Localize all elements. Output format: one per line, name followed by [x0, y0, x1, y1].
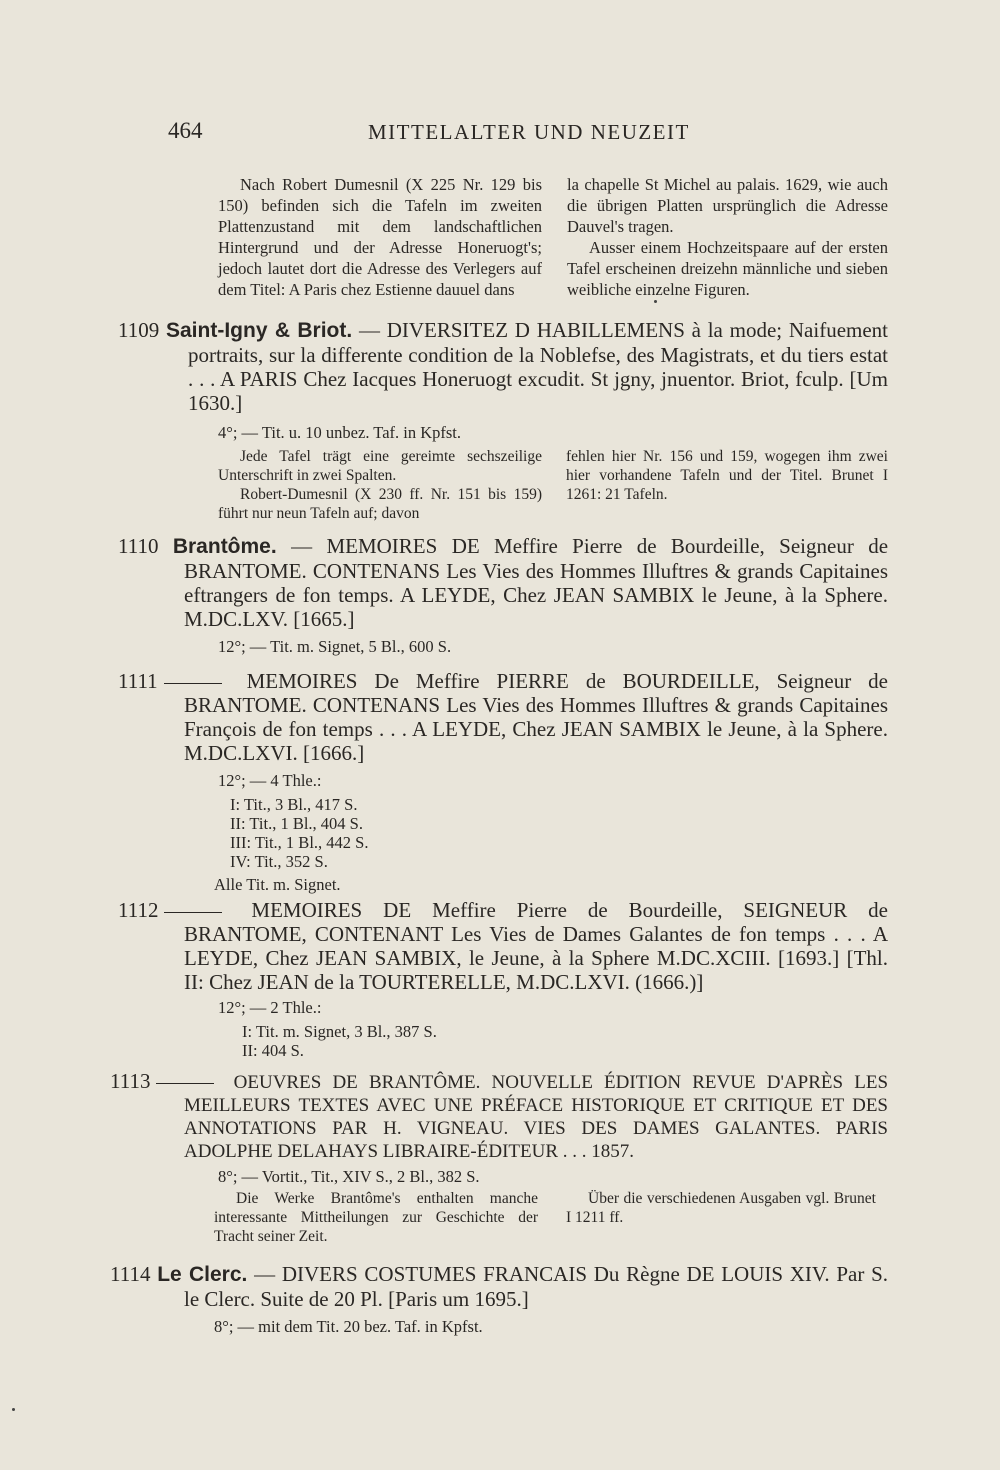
entry-number: 1113	[110, 1069, 151, 1093]
entry-footnote: Alle Tit. m. Signet.	[214, 875, 341, 894]
entry-description: 12°; — Tit. m. Signet, 5 Bl., 600 S.	[218, 637, 452, 656]
running-header: MITTELALTER UND NEUZEIT	[368, 120, 690, 144]
continuation-right-text: la chapelle St Michel au palais. 1629, wie auch die übrigen Platten ursprünglich die Adresse Dauvel's tragen.	[567, 175, 888, 236]
volume-line: IV: Tit., 352 S.	[230, 852, 328, 871]
entry-note-right: fehlen hier Nr. 156 und 159, wogegen ihm zwei hier vorhandene Tafeln und der Titel. Brunet I 1261: 21 Tafeln.	[566, 448, 888, 503]
volume-list	[230, 795, 888, 871]
entry-description: 12°; — 4 Thle.:	[218, 771, 322, 790]
entry-description: 12°; — 2 Thle.:	[218, 998, 322, 1017]
continuation-right-column	[567, 174, 888, 300]
volume-line: I: Tit., 3 Bl., 417 S.	[230, 795, 358, 814]
entry-title: OEUVRES DE BRANTÔME. NOUVELLE ÉDITION REVUE D'APRÈS LES MEILLEURS TEXTES AVEC UNE PRÉFACE HISTORIQUE ET CRITIQUE ET DES ANNOTATIONS PAR H. VIGNEAU. VIES DES DAMES GALANTES. PARIS ADOLPHE DELAHAYS LIBRAIRE-ÉDITEUR . . . 1857.	[184, 1072, 889, 1162]
volume-line: III: Tit., 1 Bl., 442 S.	[230, 833, 369, 852]
entry-title: — MEMOIRES DE Meffire Pierre de Bourdeille, Seigneur de BRANTOME. CONTENANS Les Vies des Hommes Illuftres & grands Capitaines eftrangers de fon temps. A LEYDE, Chez JEAN SAMBIX le Jeune, à la Sphere. M.DC.LXV. [1665.]	[184, 534, 889, 631]
entry-note-right: Über die verschiedenen Ausgaben vgl. Brunet I 1211 ff.	[566, 1190, 876, 1226]
continuation-left-column	[218, 174, 542, 300]
entry-1111	[118, 669, 888, 895]
entry-description: 4°; — Tit. u. 10 unbez. Taf. in Kpfst.	[218, 423, 462, 442]
paper-speck	[654, 300, 657, 303]
entry-description: 8°; — mit dem Tit. 20 bez. Taf. in Kpfst.	[214, 1317, 483, 1336]
paper-speck	[12, 1408, 15, 1411]
entry-title: MEMOIRES De Meffire PIERRE de BOURDEILLE, Seigneur de BRANTOME. CONTENANS Les Vies des Hommes Illuftres & grands Capitaines François de fon temps . . . A LEYDE, Chez JEAN SAMBIX le Jeune, à la Sphere. M.DC.LXVI. [1666.]	[184, 669, 889, 765]
volume-line: I: Tit. m. Signet, 3 Bl., 387 S.	[242, 1022, 437, 1041]
volume-list	[242, 1022, 888, 1060]
entry-description: 8°; — Vortit., Tit., XIV S., 2 Bl., 382 S.	[218, 1167, 480, 1186]
ditto-dash	[164, 683, 222, 684]
entry-1113	[110, 1070, 888, 1249]
entry-author: Brantôme.	[172, 535, 277, 558]
volume-line: II: Tit., 1 Bl., 404 S.	[230, 814, 363, 833]
continuation-left-text: Nach Robert Dumesnil (X 225 Nr. 129 bis 150) befinden sich die Tafeln im zweiten Plattenzustand mit dem landschaftlichen Hintergrund und der Adresse Honeruogt's; jedoch lautet dort die Adresse des Verlegers auf dem Titel: A Paris chez Estienne dauuel dans	[218, 175, 542, 299]
entry-title: — DIVERSITEZ D HABILLEMENS à la mode; Naifuement portraits, sur la differente condition de la Noblefse, des Magistrats, et du tiers estat . . . A PARIS Chez Iacques Honeruogt excudit. St jgny, jnuentor. Briot, fculp. [Um 1630.]	[188, 318, 889, 415]
entry-1110	[118, 534, 888, 657]
entry-number: 1109	[118, 318, 160, 342]
entry-number: 1114	[110, 1262, 151, 1286]
entry-author: Saint-Igny & Briot.	[166, 319, 353, 342]
entry-number: 1112	[118, 898, 159, 922]
ditto-dash	[156, 1083, 214, 1084]
entry-1112	[118, 898, 888, 1060]
entry-note-left: Die Werke Brantôme's enthalten manche interessante Mittheilungen zur Geschichte der Tracht seiner Zeit.	[214, 1190, 538, 1245]
entry-number: 1111	[118, 669, 158, 693]
entry-note-left: Jede Tafel trägt eine gereimte sechszeilige Unterschrift in zwei Spalten. Robert-Dumesnil (X 230 ff. Nr. 151 bis 159) führt nur neun Tafeln auf; davon	[218, 448, 542, 522]
continuation-right-text-2: Ausser einem Hochzeitspaare auf der ersten Tafel erscheinen dreizehn männliche und sieben weibliche einzelne Figuren.	[567, 238, 888, 299]
entry-author: Le Clerc.	[157, 1263, 248, 1286]
volume-line: II: 404 S.	[242, 1041, 304, 1060]
ditto-dash	[164, 912, 222, 913]
entry-title: MEMOIRES DE Meffire Pierre de Bourdeille, SEIGNEUR de BRANTOME, CONTENANT Les Vies de Dames Galantes de fon temps . . . A LEYDE, Chez JEAN SAMBIX, le Jeune, à la Sphere M.DC.XCIII. [1693.] [Thl. II: Chez JEAN de la TOURTERELLE, M.DC.LXVI. (1666.)]	[184, 898, 888, 994]
entry-1109	[118, 318, 888, 523]
entry-1114	[110, 1262, 888, 1337]
entry-number: 1110	[118, 534, 159, 558]
page-number: 464	[168, 118, 203, 143]
entry-title: — DIVERS COSTUMES FRANCAIS Du Règne DE LOUIS XIV. Par S. le Clerc. Suite de 20 Pl. [Paris um 1695.]	[184, 1262, 889, 1311]
